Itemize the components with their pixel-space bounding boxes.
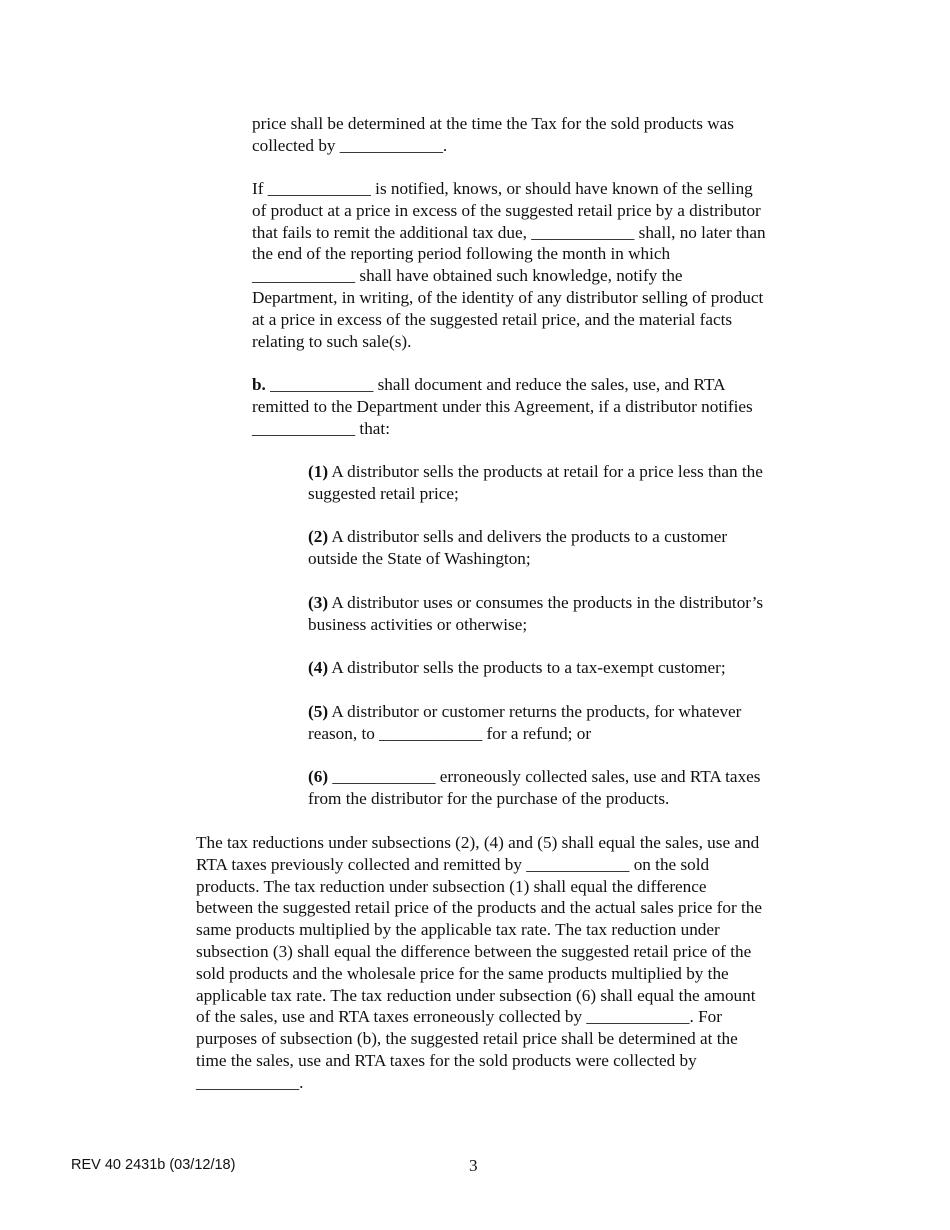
item-number: (1) — [308, 462, 329, 481]
item-number: (6) — [308, 767, 329, 786]
list-item-2 — [308, 526, 727, 570]
text-line: at a price in excess of the suggested retail price, and the material facts — [252, 309, 733, 329]
text-line: relating to such sale(s). — [252, 331, 412, 351]
list-item-1 — [308, 461, 763, 505]
text-line: RTA taxes previously collected and remitted by ____________ on the sold — [196, 854, 710, 874]
text-line: the end of the reporting period following the month in which — [252, 244, 671, 264]
text-line: The tax reductions under subsections (2), (4) and (5) shall equal the sales, use and — [196, 833, 760, 852]
text-line: price shall be determined at the time the Tax for the sold products was — [252, 114, 734, 133]
text-run: A distributor or customer returns the products, for whatever — [328, 702, 742, 721]
list-item-4 — [308, 657, 726, 679]
list-item-6 — [308, 766, 760, 810]
text-run: A distributor sells the products to a tax-exempt customer; — [328, 658, 726, 677]
text-line — [308, 657, 726, 679]
text-line: products. The tax reduction under subsection (1) shall equal the difference — [196, 876, 707, 896]
list-item-5 — [308, 701, 741, 745]
text-line: from the distributor for the purchase of the products. — [308, 788, 670, 808]
text-line: between the suggested retail price of the products and the actual sales price for the — [196, 898, 763, 918]
text-line: of product at a price in excess of the suggested retail price by a distributor — [252, 200, 761, 220]
text-line — [308, 766, 760, 788]
text-line: purposes of subsection (b), the suggested retail price shall be determined at the — [196, 1029, 738, 1049]
subsection-b — [252, 374, 753, 439]
text-line — [252, 374, 753, 396]
text-line — [308, 526, 727, 548]
text-line: ____________ that: — [252, 418, 390, 438]
text-line: business activities or otherwise; — [308, 614, 528, 634]
text-line: outside the State of Washington; — [308, 548, 531, 568]
text-run: A distributor uses or consumes the products in the distributor’s — [328, 593, 764, 612]
paragraph-continuation — [252, 113, 734, 157]
subsection-label: b. — [252, 375, 266, 394]
text-line: subsection (3) shall equal the difference between the suggested retail price of the — [196, 941, 752, 961]
text-line: reason, to ____________ for a refund; or — [308, 723, 592, 743]
item-number: (4) — [308, 658, 329, 677]
text-run: ____________ shall document and reduce the sales, use, and RTA — [265, 375, 726, 394]
text-line: collected by ____________. — [252, 135, 448, 155]
text-line: ____________ shall have obtained such knowledge, notify the — [252, 266, 683, 286]
text-line — [308, 592, 763, 614]
text-line: applicable tax rate. The tax reduction under subsection (6) shall equal the amount — [196, 985, 756, 1005]
text-line: same products multiplied by the applicable tax rate. The tax reduction under — [196, 920, 720, 940]
text-line: If ____________ is notified, knows, or should have known of the selling — [252, 179, 753, 198]
text-line — [308, 701, 741, 723]
text-line: time the sales, use and RTA taxes for the sold products were collected by — [196, 1050, 697, 1070]
item-number: (2) — [308, 527, 329, 546]
text-line: that fails to remit the additional tax due, ____________ shall, no later than — [252, 222, 766, 242]
text-line: ____________. — [196, 1072, 304, 1092]
text-line: suggested retail price; — [308, 483, 459, 503]
text-run: A distributor sells the products at retail for a price less than the — [328, 462, 763, 481]
item-number: (3) — [308, 593, 329, 612]
text-run: A distributor sells and delivers the products to a customer — [328, 527, 728, 546]
item-number: (5) — [308, 702, 329, 721]
text-run: ____________ erroneously collected sales, use and RTA taxes — [328, 767, 761, 786]
page-number: 3 — [469, 1156, 478, 1175]
text-line: Department, in writing, of the identity of any distributor selling of product — [252, 287, 764, 307]
paragraph-tax-reductions — [196, 832, 762, 1094]
list-item-3 — [308, 592, 763, 636]
form-identifier: REV 40 2431b (03/12/18) — [71, 1157, 236, 1173]
text-line: remitted to the Department under this Agreement, if a distributor notifies — [252, 396, 753, 416]
text-line: of the sales, use and RTA taxes erroneously collected by ____________. For — [196, 1007, 722, 1027]
text-line: sold products and the wholesale price for the same products multiplied by the — [196, 963, 729, 983]
paragraph-notification — [252, 178, 766, 352]
text-line — [308, 461, 763, 483]
